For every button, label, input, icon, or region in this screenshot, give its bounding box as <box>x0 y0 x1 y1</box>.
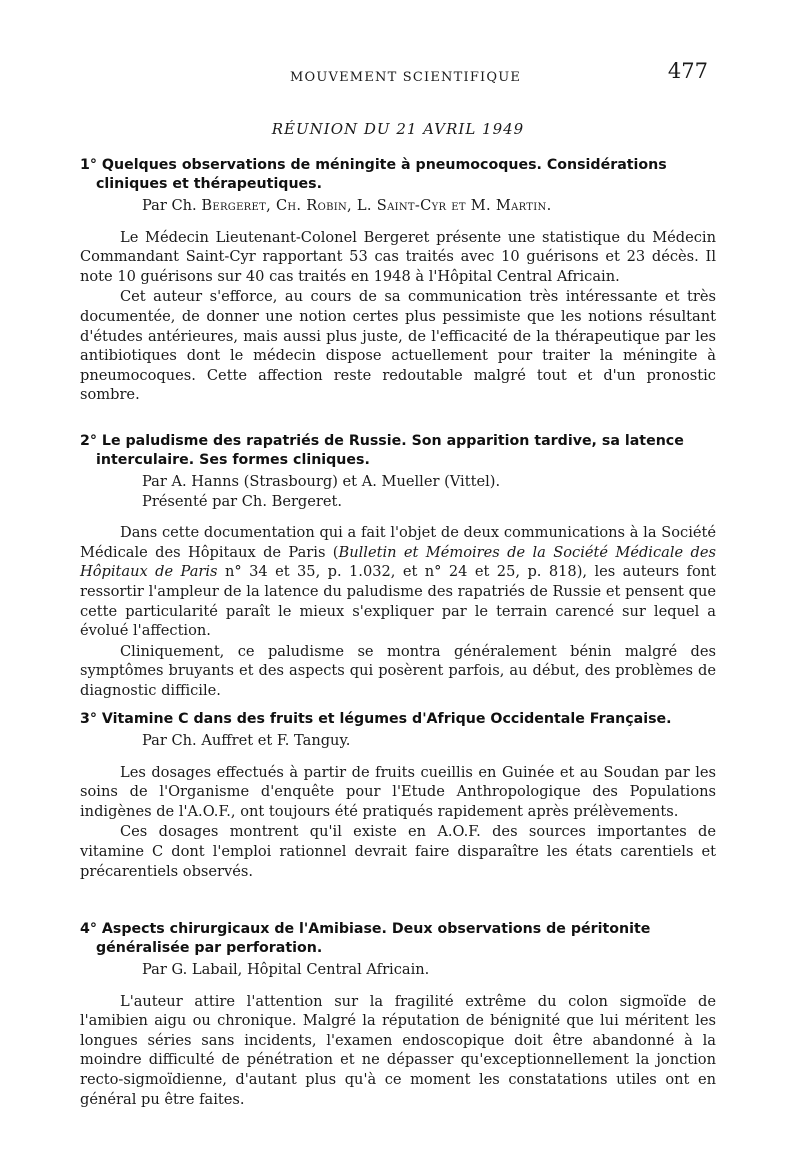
section-2 <box>80 432 716 701</box>
byline-presented: Présenté par Ch. Bergeret. <box>142 492 343 510</box>
running-head <box>80 59 708 90</box>
paragraph: Cet auteur s'efforce, au cours de sa communication très intéressante et très documentée, de donner une notion certes plus pessimiste que les notions résultant d'études antérieures, mais aussi plus juste, de l'efficacité de la thérapeutique par les antibiotiques dont le médecin dispose actuellement pour traiter la méningite à pneumocoques. Cette affection reste redoutable malgré tout et d'un pronostic sombre. <box>80 288 716 404</box>
paragraph-text: Dans cette documentation qui a fait l'objet de deux communications à la Société Médicale des Hôpitaux de Paris ( <box>80 524 716 561</box>
paragraph: Cliniquement, ce paludisme se montra généralement bénin malgré des symptômes bruyants et des aspects qui posèrent parfois, au début, des problèmes de diagnostic difficile. <box>80 642 716 699</box>
byline <box>142 196 716 216</box>
paragraph: Les dosages effectués à partir de fruits cueillis en Guinée et au Soudan par les soins de l'Organisme d'enquête pour l'Etude Anthropologique des Populations indigènes de l'A.O.F., ont toujours été pratiqués rapidement après prélèvements. <box>80 763 716 820</box>
paragraph <box>80 523 716 641</box>
running-title: MOUVEMENT SCIENTIFIQUE <box>290 70 522 85</box>
section-4 <box>80 920 716 1109</box>
byline: Par A. Hanns (Strasbourg) et A. Mueller (Vittel). <box>142 473 501 490</box>
section-heading: 1° Quelques observations de méningite à pneumocoques. Considérations cliniques et thérapeutiques. <box>80 157 667 192</box>
byline-prefix: Par Ch. <box>142 197 197 214</box>
section-heading: 4° Aspects chirurgicaux de l'Amibiase. Deux observations de péritonite généralisée par perforation. <box>80 921 651 956</box>
byline-authors: Bergeret, Ch. Robin, L. Saint-Cyr et M. Martin. <box>201 197 552 214</box>
section-heading: 2° Le paludisme des rapatriés de Russie. Son apparition tardive, sa latence interculaire. Ses formes cliniques. <box>80 433 684 468</box>
page-number: 477 <box>667 59 708 83</box>
byline: Par Ch. Auffret et F. Tanguy. <box>142 732 351 749</box>
paragraph: Le Médecin Lieutenant-Colonel Bergeret présente une statistique du Médecin Commandant Saint-Cyr rapportant 53 cas traités avec 10 guérisons et 23 décès. Il note 10 guérisons sur 40 cas traités en 1948 à l'Hôpital Central Africain. <box>80 228 716 285</box>
byline: Par G. Labail, Hôpital Central Africain. <box>142 961 430 978</box>
journal-citation: Bulletin et Mémoires de la Société Médicale des Hôpitaux de Paris <box>80 543 716 581</box>
paragraph: Ces dosages montrent qu'il existe en A.O.F. des sources importantes de vitamine C dont l'emploi rationnel devrait faire disparaître les états carentiels et précarentiels observés. <box>80 823 716 880</box>
section-3 <box>80 710 716 881</box>
section-1 <box>80 156 716 405</box>
meeting-title: RÉUNION DU 21 AVRIL 1949 <box>271 120 525 138</box>
paragraph: L'auteur attire l'attention sur la fragilité extrême du colon sigmoïde de l'amibien aigu ou chronique. Malgré la réputation de bénignité que lui méritent les longues séries sans incidents, l'examen endoscopique doit être abandonné à la moindre difficulté de pénétration et ne dépasser qu'exceptionnellement la jonction recto-sigmoïdienne, d'autant plus qu'à ce moment les constatations utiles ont en général pu être faites. <box>80 992 716 1108</box>
paragraph-text: n° 34 et 35, p. 1.032, et n° 24 et 25, p. 818), les auteurs font ressortir l'ampleur de la latence du paludisme des rapatriés de Russie et pensent que cette particularité paraît le mieux s'expliquer par le terrain carencé sur lequel a évolué l'affection. <box>80 563 716 640</box>
section-heading: 3° Vitamine C dans des fruits et légumes d'Afrique Occidentale Française. <box>80 711 672 727</box>
